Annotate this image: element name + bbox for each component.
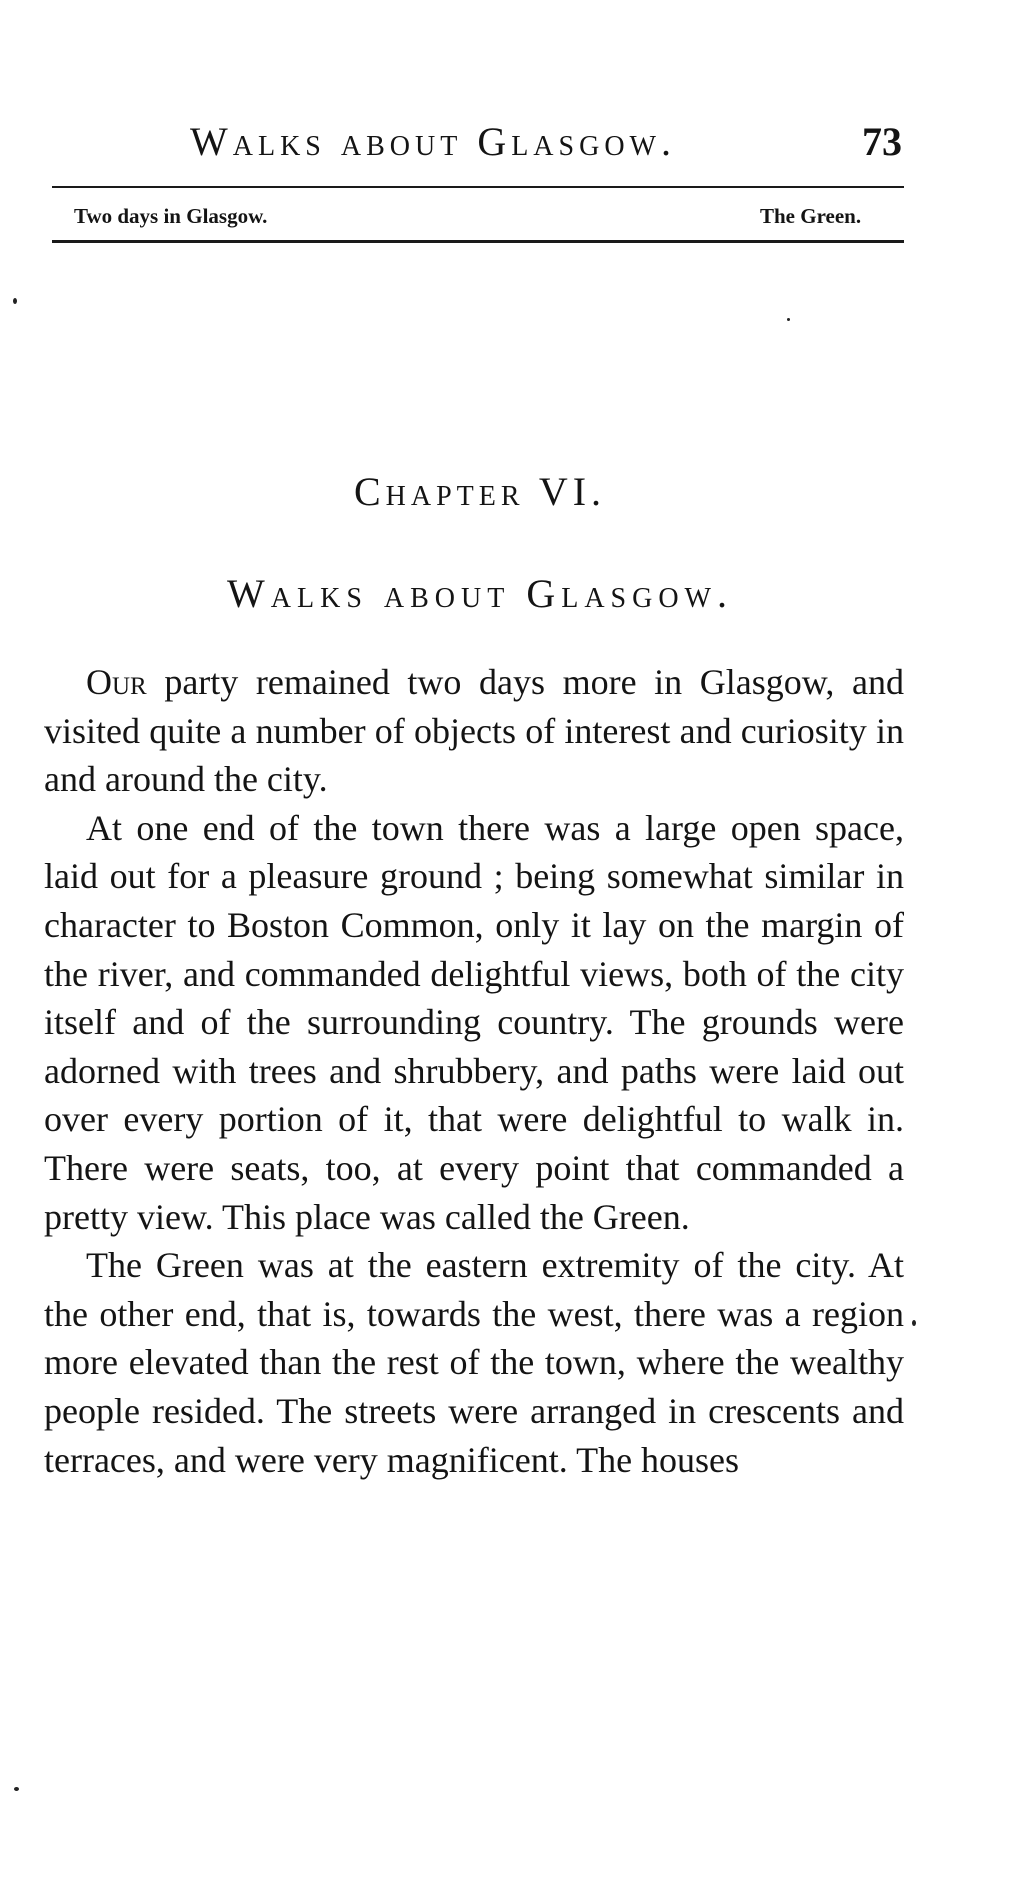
running-head-title: Walks about Glasgow.	[190, 119, 676, 164]
paragraph-3: The Green was at the eastern extremity of the city. At the other end, that is, towards the west, there was a region more elevated than the rest of the town, where the wealthy people resided. The streets were arranged in crescents and terraces, and were very magnificent. The houses	[44, 1245, 904, 1480]
paragraph-2: At one end of the town there was a large open space, laid out for a pleasure ground ; being somewhat similar in character to Boston Common, only it lay on the margin of the river, and commanded delightful views, both of the city itself and of the surrounding country. The grounds were adorned with trees and shrubbery, and paths were laid out over every portion of it, that were delightful to walk in. There were seats, too, at every point that commanded a pretty view. This place was called the Green.	[44, 807, 904, 1237]
chapter-number: Chapter VI.	[353, 469, 607, 514]
chapter-title: Walks about Glasgow.	[227, 571, 733, 616]
paragraph-1-text: party remained two days more in Glasgow, and visited quite a number of objects of interest and curiosity in and around the city.	[44, 662, 904, 800]
print-speck	[787, 318, 790, 321]
print-speck	[14, 1787, 19, 1791]
print-speck	[912, 1320, 916, 1326]
page-number: 73	[862, 119, 902, 164]
subheading-right: The Green.	[760, 204, 862, 228]
print-speck	[13, 298, 17, 304]
paragraph-1	[44, 658, 904, 804]
paragraph-lead-word: Our	[86, 662, 147, 702]
body-text	[44, 658, 904, 1484]
subheading-left: Two days in Glasgow.	[74, 204, 268, 228]
header-rule-bottom	[52, 240, 904, 243]
header-rule-top	[52, 186, 904, 188]
